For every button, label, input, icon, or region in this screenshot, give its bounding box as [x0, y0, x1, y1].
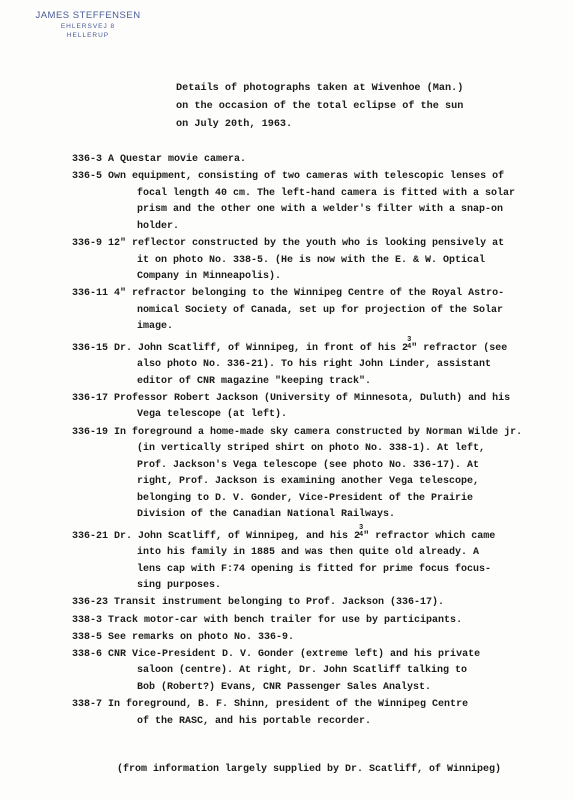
photo-entry — [72, 236, 550, 286]
photo-entry — [72, 425, 550, 525]
entry-continuation-line: it on photo No. 338-5. (He is now with the E. & W. Optical — [137, 254, 486, 266]
photo-entry — [72, 286, 550, 336]
entry-continuation-line: Vega telescope (at left). — [137, 409, 288, 421]
entry-first-line: 336-15 Dr. John Scatliff, of Winnipeg, in front of his 2 3 4 " refractor (see — [72, 335, 508, 354]
entry-continuation-line: Company in Minneapolis). — [137, 271, 282, 283]
photo-entry — [72, 697, 550, 730]
entry-first-line: 336-23 Transit instrument belonging to Prof. Jackson (336-17). — [72, 597, 445, 609]
entry-continuation-line: lens cap with F:74 opening is fitted for prime focus focus- — [137, 563, 492, 575]
entry-continuation-line: right, Prof. Jackson is examining another Vega telescope, — [137, 476, 480, 488]
entry-first-line: 336-11 4" refractor belonging to the Winnipeg Centre of the Royal Astro- — [72, 288, 505, 300]
entry-continuation-line: Division of the Canadian National Railways. — [137, 509, 396, 521]
letterhead-street: EHLERSVEJ 8 — [60, 23, 116, 30]
heading-line-1: Details of photographs taken at Wivenhoe (Man.) — [176, 83, 464, 94]
photo-entry — [72, 337, 550, 391]
entry-continuation-line: editor of CNR magazine "keeping track". — [137, 375, 372, 387]
document-heading — [176, 80, 536, 134]
entry-continuation-line: Prof. Jackson's Vega telescope (see photo No. 336-17). At — [137, 459, 480, 471]
entry-continuation-line: focal length 40 cm. The left-hand camera is fitted with a solar — [137, 187, 516, 199]
entry-continuation-line: Bob (Robert?) Evans, CNR Passenger Sales Analyst. — [137, 681, 432, 693]
photo-entry — [72, 525, 550, 595]
photo-entry — [72, 152, 550, 169]
photo-entries-list — [72, 152, 550, 731]
entry-first-line: 338-5 See remarks on photo No. 336-9. — [72, 631, 295, 643]
entry-continuation-line: also photo No. 336-21). To his right John Linder, assistant — [137, 359, 492, 371]
entry-first-line: 336-21 Dr. John Scatliff, of Winnipeg, and his 2 3 4 " refractor which came — [72, 523, 496, 542]
entry-line-remainder: " refractor (see — [411, 342, 508, 354]
photo-entry — [72, 647, 550, 697]
footer-note: (from information largely supplied by Dr. Scatliff, of Winnipeg) — [117, 764, 502, 775]
heading-line-2: on the occasion of the total eclipse of the sun — [176, 101, 464, 112]
entry-first-line: 336-17 Professor Robert Jackson (University of Minnesota, Duluth) and his — [72, 392, 511, 404]
entry-first-line: 336-3 A Questar movie camera. — [72, 154, 247, 165]
entry-first-line: 336-5 Own equipment, consisting of two cameras with telescopic lenses of — [72, 171, 505, 183]
entry-continuation-line: prism and the other one with a welder's filter with a snap-on — [137, 204, 504, 216]
entry-first-line: 338-3 Track motor-car with bench trailer for use by participants. — [72, 614, 463, 626]
entry-continuation-line: image. — [137, 321, 174, 333]
entry-first-line: 338-7 In foreground, B. F. Shinn, president of the Winnipeg Centre — [72, 699, 469, 710]
photo-entry — [72, 391, 550, 424]
heading-line-3: on July 20th, 1963. — [176, 119, 293, 130]
fraction-numerator: 3 — [407, 335, 412, 344]
letterhead — [28, 10, 148, 40]
entry-first-line: 336-9 12" reflector constructed by the youth who is looking pensively at — [72, 237, 505, 249]
letterhead-name: JAMES STEFFENSEN — [35, 10, 141, 21]
fraction-three-quarters — [407, 337, 411, 351]
photo-entry — [72, 595, 550, 612]
entry-continuation-line: of the RASC, and his portable recorder. — [137, 715, 372, 727]
entry-continuation-line: holder. — [137, 220, 180, 232]
fraction-denominator: 4 — [359, 530, 364, 539]
fraction-three-quarters — [359, 525, 363, 539]
entry-continuation-line: nomical Society of Canada, set up for projection of the Solar — [137, 304, 504, 316]
letterhead-city: HELLERUP — [66, 32, 110, 39]
fraction-denominator: 4 — [407, 342, 412, 351]
photo-entry — [72, 169, 550, 235]
photo-entry — [72, 630, 550, 647]
entry-first-line: 336-19 In foreground a home-made sky camera constructed by Norman Wilde jr. — [72, 426, 523, 438]
entry-continuation-line: saloon (centre). At right, Dr. John Scatliff talking to — [137, 665, 468, 677]
entry-line-remainder: " refractor which came — [363, 530, 496, 542]
entry-continuation-line: sing purposes. — [137, 580, 222, 592]
photo-entry — [72, 613, 550, 630]
fraction-numerator: 3 — [359, 523, 364, 532]
entry-continuation-line: (in vertically striped shirt on photo No. 338-1). At left, — [137, 443, 486, 455]
entry-continuation-line: into his family in 1885 and was then quite old already. A — [137, 547, 480, 559]
entry-continuation-line: belonging to D. V. Gonder, Vice-President of the Prairie — [137, 492, 474, 504]
entry-first-line: 338-6 CNR Vice-President D. V. Gonder (extreme left) and his private — [72, 648, 481, 660]
